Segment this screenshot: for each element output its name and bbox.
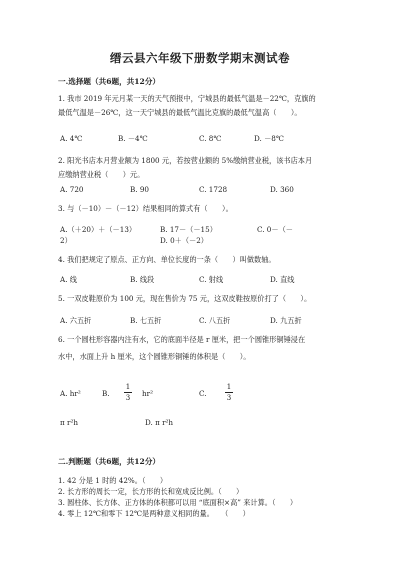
page-title: 缙云县六年级下册数学期末测试卷 (110, 51, 290, 65)
q6-option-d: D. π r²h (145, 418, 174, 427)
q3-option-a: A.（＋20）＋（－13） (60, 225, 137, 234)
q2-line2: 应缴纳营业税（ ）元。 (58, 170, 145, 179)
q5-option-b: B. 七五折 (130, 316, 162, 325)
q6-option-c-denominator: 3 (226, 394, 232, 402)
q4-option-d: D. 直线 (270, 275, 295, 284)
q6-option-c-numerator: 1 (226, 383, 232, 391)
q4-option-c: C. 射线 (199, 275, 224, 284)
q6-option-b-denominator: 3 (125, 394, 131, 402)
q4-line1: 4. 我们把规定了原点、正方向、单位长度的一条（ ）叫做数轴。 (58, 255, 276, 264)
judge-item-2: 2. 长方形的周长一定，长方形的长和宽成反比例。（ ） (58, 487, 244, 496)
q1-option-a: A. 4℃ (60, 134, 83, 143)
q2-line1: 2. 阳光书店本月营业额为 1800 元，若按营业额的 5%缴纳营业税，该书店本月 (58, 156, 313, 165)
q2-option-a: A. 720 (60, 185, 84, 194)
q1-option-d: D. －8℃ (254, 134, 284, 143)
q1-option-b: B. －4℃ (118, 134, 148, 143)
q2-option-c: C. 1728 (199, 185, 228, 194)
q2-option-b: B. 90 (130, 185, 149, 194)
section-heading-judgement: 二.判断题（共6题，共12分） (58, 457, 161, 466)
q6-option-c-label: C. (199, 389, 207, 398)
q3-line1: 3. 与（－10）－（－12）结果相同的算式有（ ）。 (58, 204, 233, 213)
judge-item-4: 4. 零上 12℃和零下 12℃是两种意义相同的量。 （ ） (58, 509, 250, 518)
q6-option-b-tail: hr² (142, 389, 153, 398)
q5-line1: 5. 一双皮鞋原价为 100 元，现在售价为 75 元，这双皮鞋按原价打了（ ）。 (58, 294, 312, 303)
judge-item-1: 1. 42 分是 1 时的 42%。（ ） (58, 476, 168, 485)
q6-option-c-fraction (225, 383, 233, 402)
fraction-bar (124, 392, 132, 393)
q5-option-d: D. 九五折 (270, 316, 302, 325)
q1-line2: 最低气温是－26℃，这一天宁城县的最低气温比克旗的最低气温高（ ）。 (58, 108, 302, 117)
q1-option-c: C. 8℃ (199, 134, 222, 143)
q3-option-d: D. 0＋（－2） (160, 236, 208, 245)
fraction-bar (225, 392, 233, 393)
q6-option-b-numerator: 1 (125, 383, 131, 391)
q6-line1: 6. 一个圆柱形容器内注有水，它的底面半径是 r 厘米，把一个圆锥形铜锤浸在 (58, 335, 306, 344)
q1-line1: 1. 我市 2019 年元月某一天的天气预报中，宁城县的最低气温是－22℃，克旗的 (58, 94, 316, 103)
judge-item-3: 3. 圆柱体、长方体、正方体的体积都可以用 “底面积×高” 来计算。（ ） (58, 498, 298, 507)
q6-option-b-label: B. (102, 389, 110, 398)
section-heading-choice: 一.选择题（共6题，共12分） (58, 77, 161, 86)
q3-option-b: B. 17－（－15） (160, 225, 217, 234)
q2-option-d: D. 360 (270, 185, 294, 194)
q6-option-c-continued: π r²h (60, 418, 78, 427)
q3-option-c: C. 0－（－ (257, 225, 293, 234)
q4-option-a: A. 线 (60, 275, 77, 284)
q6-option-a: A. hr² (60, 389, 81, 398)
q3-option-c-wrap: 2） (60, 236, 72, 245)
q6-option-b-fraction (124, 383, 132, 402)
q5-option-c: C. 八五折 (199, 316, 231, 325)
q6-line2: 水中，水面上升 h 厘米，这个圆锥形铜锤的体积是（ ）。 (58, 352, 251, 361)
q5-option-a: A. 六五折 (60, 316, 92, 325)
q4-option-b: B. 线段 (130, 275, 155, 284)
